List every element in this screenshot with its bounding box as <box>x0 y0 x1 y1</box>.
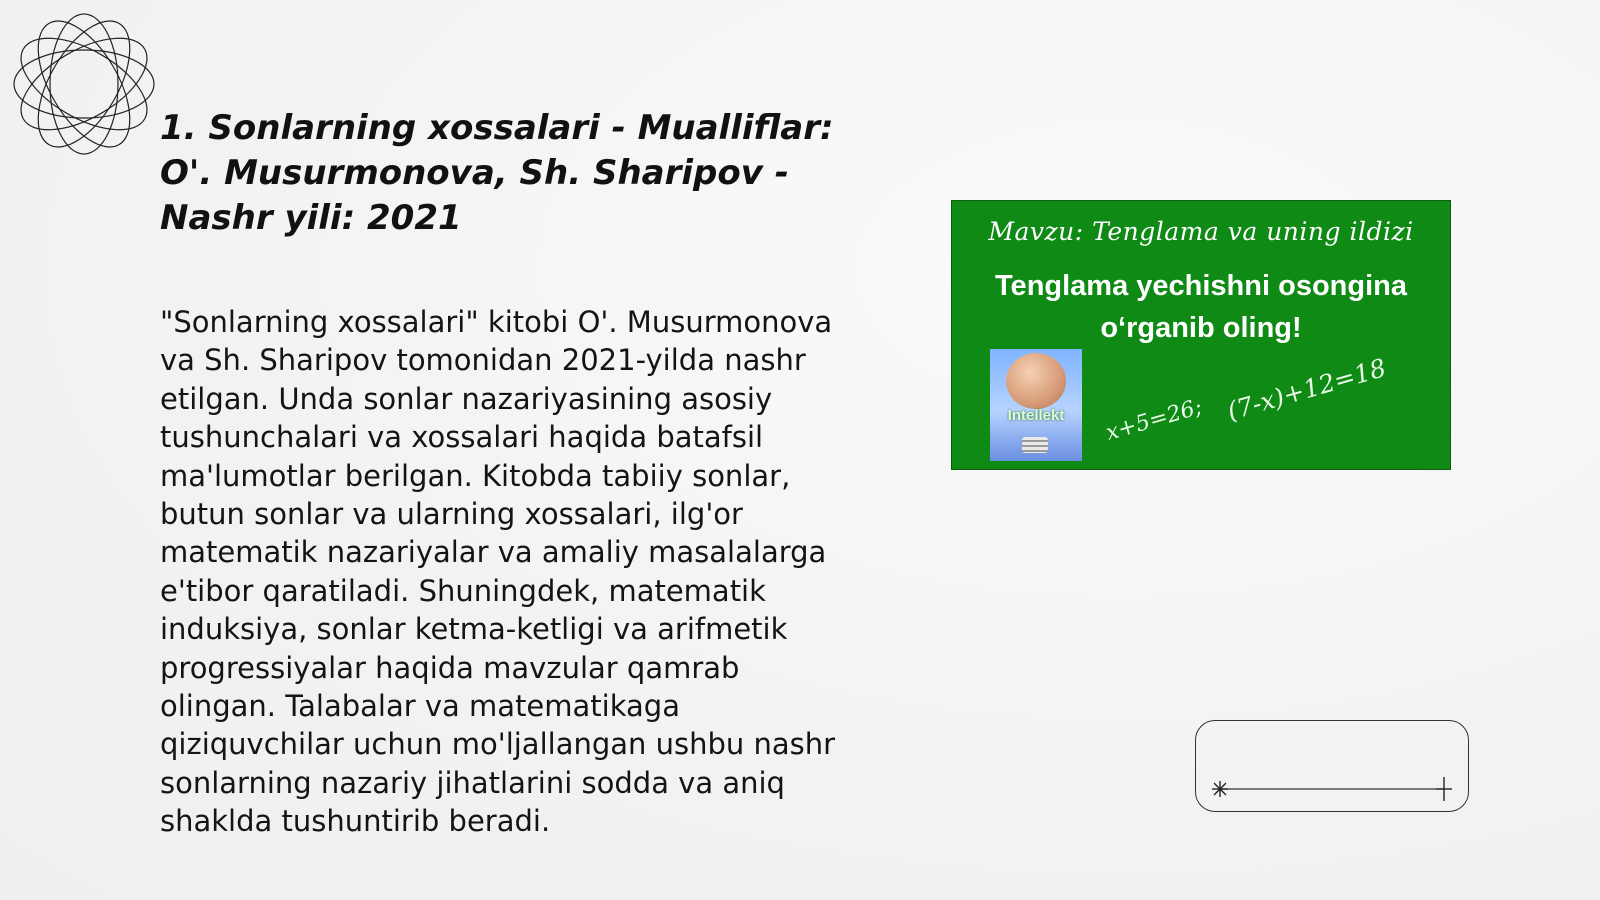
plus-star-icon <box>1436 777 1452 801</box>
media-topic: Mavzu: Tenglama va uning ildizi <box>988 217 1414 246</box>
slide-title: 1. Sonlarning xossalari - Mualliflar: O'. Musurmonova, Sh. Sharipov - Nashr yili: 2021 <box>160 108 834 238</box>
equation-2: (7-x)+12=18 <box>1224 353 1390 426</box>
media-headline-line-2: o‘rganib oling! <box>1100 312 1302 344</box>
brain-icon <box>1006 353 1066 409</box>
media-headline <box>952 265 1450 349</box>
media-headline-line-1: Tenglama yechishni osongina <box>995 270 1407 302</box>
slider-line-graphic <box>1196 721 1470 813</box>
bulb-label: Intellekt <box>1007 407 1065 424</box>
slide-body-text: "Sonlarning xossalari" kitobi O'. Musurmonova va Sh. Sharipov tomonidan 2021-yilda nashr etilgan. Unda sonlar nazariyasining asosiy tushunchalari va xossalari haqida batafsil ma'lumotlar berilgan. Kitobda tabiiy sonlar, butun sonlar va ularning xossalari, ilg'or matematik nazariyalar va amaliy masalalarga e'tibor qaratiladi. Shuningdek, matematik induksiya, sonlar ketma-ketligi va arifmetik progressiyalar haqida mavzular qamrab olingan. Talabalar va matematikaga qiziquvchilar uchun mo'ljallangan ushbu nashr sonlarning nazariy jihatlarini sodda va aniq shaklda tushuntirib beradi. <box>160 305 836 839</box>
lesson-video-thumbnail[interactable] <box>951 200 1451 470</box>
decorative-slider-frame <box>1195 720 1469 812</box>
sparkle-icon <box>1212 781 1228 797</box>
lightbulb-brain-image <box>990 349 1082 461</box>
circular-ornament-icon <box>10 10 158 158</box>
bulb-base-icon <box>1022 437 1048 453</box>
equation-1: x+5=26; <box>1103 394 1205 446</box>
